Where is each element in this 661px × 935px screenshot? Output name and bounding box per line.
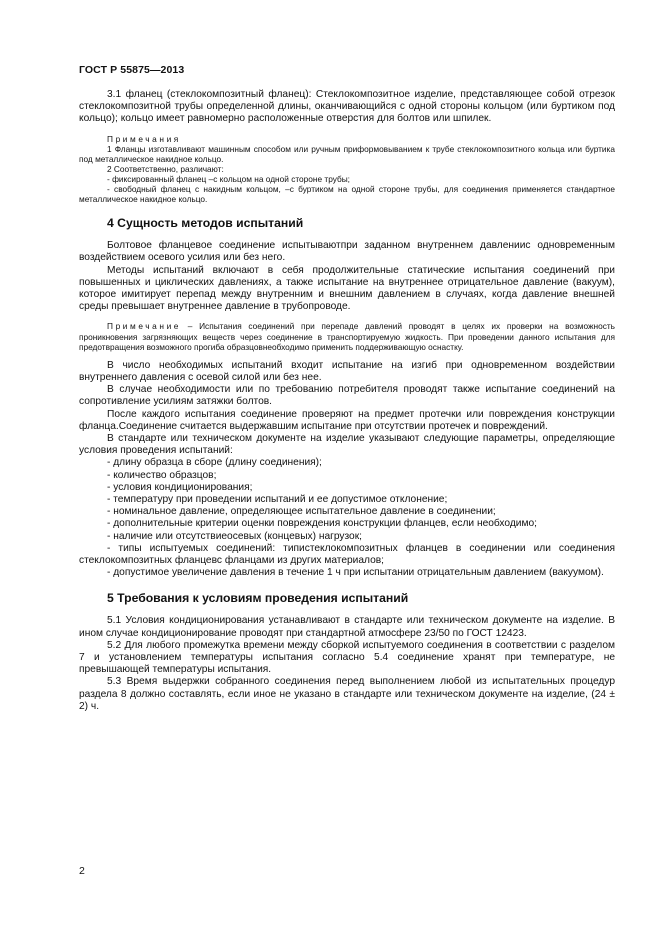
notes-block [79, 134, 615, 205]
list-item: - допустимое увеличение давления в течение 1 ч при испытании отрицательным давлением (вакуумом). [107, 567, 604, 579]
section-4-p2: Методы испытаний включают в себя продолжительные статические испытания соединений при повышенных и циклических давлениях, а также испытание на внутреннее отрицательное давление (вакуум), которое имитирует перепад между внутренним и внешним давлением в случаях, когда давление внешней среды превышает внутреннее давление в трубопроводе. [79, 264, 615, 313]
list-item: - длину образца в сборе (длину соединения); [107, 457, 322, 469]
page-content [79, 89, 615, 713]
section-4-p6: В стандарте или техническом документе на изделие указывают следующие параметры, определяющие условия проведения испытаний: [79, 432, 615, 457]
section-4-note-label: Примечание [107, 321, 182, 332]
section-4-p1: Болтовое фланцевое соединение испытываютпри заданном внутреннем давлениис одновременным воздействием осевого усилия или без него. [79, 240, 615, 264]
section-5-2: 5.2 Для любого промежутка времени между сборкой испытуемого соединения в соответствии с разделом 7 и установлением температуры испытания согласно 5.4 соединение хранят при температуре, не превышающей температуры испытания. [79, 639, 615, 676]
list-item: - дополнительные критерии оценки повреждения конструкции фланцев, если необходимо; [107, 518, 537, 530]
section-5-heading: 5 Требования к условиям проведения испытаний [107, 591, 409, 606]
list-item: - количество образцов; [107, 469, 217, 481]
standard-header: ГОСТ Р 55875—2013 [79, 64, 185, 76]
list-item: - температуру при проведении испытаний и ее допустимое отклонение; [107, 494, 448, 505]
definition-3-1: 3.1 фланец (стеклокомпозитный фланец): Стеклокомпозитное изделие, представляющее собой отрезок стеклокомпозитной трубы определенной длины, оканчивающийся с одной стороны кольцом (или буртиком под кольцо); кольцо имеет равномерно расположенные отверстия для болтов или шпилек. [79, 89, 615, 125]
page-number: 2 [79, 865, 85, 877]
section-4-heading: 4 Сущность методов испытаний [107, 216, 304, 231]
notes-label: Примечания [107, 133, 181, 144]
section-5-3: 5.3 Время выдержки собранного соединения перед выполнением любой из испытательных процедур раздела 8 должно составлять, если иное не указано в стандарте или техническом документе на изделие, (24 ± 2) ч. [79, 676, 615, 712]
note-1: 1 Фланцы изготавливают машинным способом или ручным приформовыванием к трубе стеклокомпозитного кольца или буртика под металлическое накидное кольцо. [79, 143, 615, 164]
section-4-p5: После каждого испытания соединение проверяют на предмет протечки или повреждения конструкции фланца.Соединение считается выдержавшим испытание при отсутствии протечек и повреждений. [79, 408, 615, 432]
section-4-note [79, 321, 615, 351]
list-item: - номинальное давление, определяющее испытательное давление в соединении; [107, 506, 496, 518]
list-item: - типы испытуемых соединений: типистеклокомпозитных фланцев в соединении или соединения стеклокомпозитных фланцевс фланцами из других материалов; [79, 542, 615, 567]
note-2-item-fixed: - фиксированный фланец –с кольцом на одной стороне трубы; [107, 173, 350, 184]
section-5-1: 5.1 Условия кондиционирования устанавливают в стандарте или техническом документе на изделие. В ином случае кондиционирование проводят при стандартной атмосфере 23/50 по ГОСТ 12423. [79, 615, 615, 639]
note-2-intro: 2 Соответственно, различают: [107, 163, 224, 174]
section-4-p3: В число необходимых испытаний входит испытание на изгиб при одновременном воздействии внутреннего давления с осевой силой или без нее. [79, 359, 615, 383]
section-4-p4: В случае необходимости или по требованию потребителя проводят также испытание соединений на сопротивление усилиям затяжки болтов. [79, 384, 615, 408]
note-2-item-loose: - свободный фланец с накидным кольцом, –с буртиком на одной стороне трубы, для соединения применяется стандартное металлическое накидное кольцо. [79, 184, 615, 205]
section-4-note-text: – Испытания соединений при перепаде давлений проводят в целях их проверки на возможность проникновения загрязняющих веществ через соединение в транспортируемую жидкость. При проведении данного испытания для предотвращения возможного прогиба образцовнеобходимо применить поддерживающую оснастку. [79, 321, 615, 352]
list-item: - наличие или отсутствиеосевых (концевых) нагрузок; [107, 530, 363, 542]
parameter-list [79, 457, 615, 579]
list-item: - условия кондиционирования; [107, 481, 253, 493]
